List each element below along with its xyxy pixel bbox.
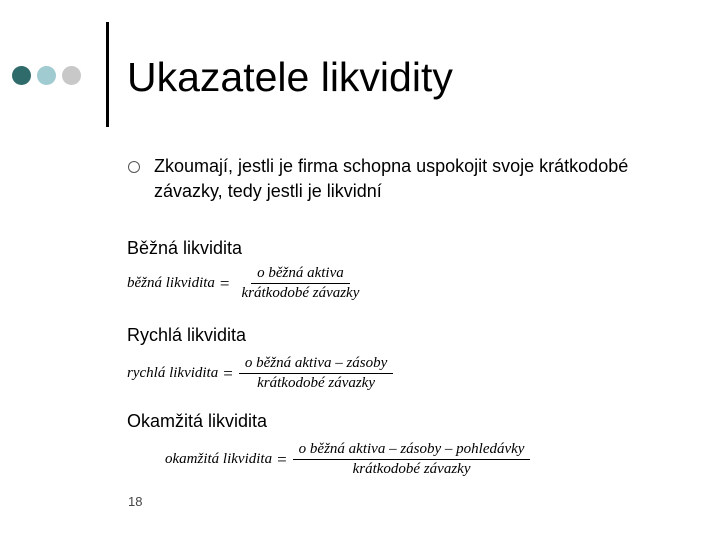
section-heading-current-ratio: Běžná likvidita: [127, 238, 243, 258]
formula-fraction: [293, 441, 531, 478]
formula-fraction: [239, 355, 393, 392]
formula-lhs: rychlá likvidita: [127, 365, 219, 381]
bullet-text: Zkoumají, jestli je firma schopna uspokojit svoje krátkodobé závazky, tedy jestli je likvidní: [154, 156, 629, 201]
section-heading-quick-ratio: Rychlá likvidita: [127, 325, 247, 345]
formula-denominator: krátkodobé závazky: [241, 285, 360, 301]
decorative-dots: [12, 66, 81, 85]
formula-cash-ratio: [165, 441, 530, 478]
decorative-dot-grey: [62, 66, 81, 85]
bullet-circle-icon: [128, 161, 140, 173]
formula-lhs: okamžitá likvidita: [165, 451, 273, 467]
slide-title: Ukazatele likvidity: [127, 54, 453, 100]
formula-equals: =: [223, 363, 233, 383]
formula-denominator: krátkodobé závazky: [352, 461, 471, 477]
page-number: 18: [128, 494, 143, 509]
formula-numerator: o běžná aktiva: [251, 265, 350, 284]
decorative-dot-light: [37, 66, 56, 85]
bullet-item: [128, 154, 688, 204]
formula-equals: =: [277, 449, 287, 469]
decorative-dot-dark: [12, 66, 31, 85]
formula-equals: =: [219, 273, 230, 293]
formula-quick-ratio: [127, 355, 393, 392]
section-heading-cash-ratio: Okamžitá likvidita: [127, 411, 268, 431]
formula-lhs: běžná likvidita: [127, 275, 215, 291]
title-divider: [106, 22, 109, 127]
formula-denominator: krátkodobé závazky: [257, 375, 376, 391]
formula-fraction: [236, 265, 366, 302]
formula-numerator: o běžná aktiva – zásoby – pohledávky: [293, 441, 531, 460]
formula-current-ratio: [127, 265, 365, 302]
formula-numerator: o běžná aktiva – zásoby: [239, 355, 393, 374]
